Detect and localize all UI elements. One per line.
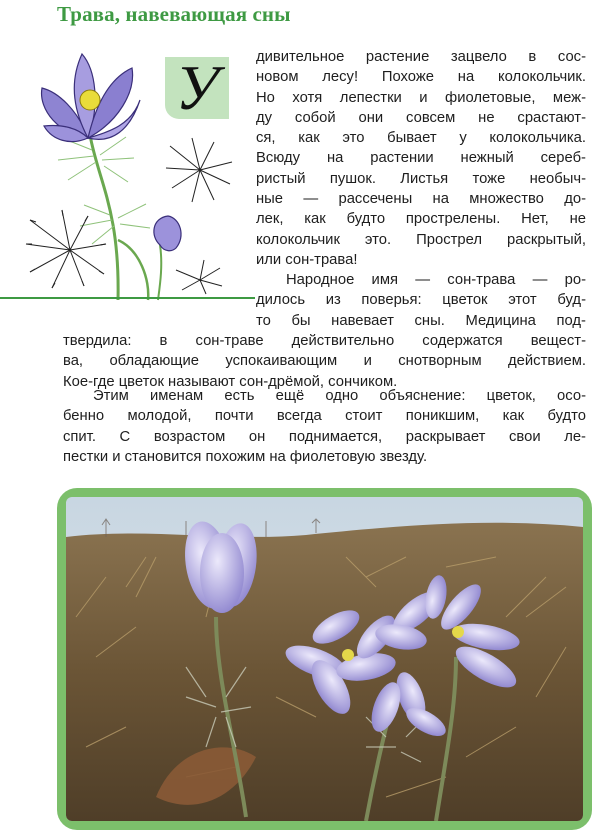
text-line: спит. С возрастом он поднимается, раскрывает свои ле-: [63, 428, 586, 445]
text-line: новом лесу! Похоже на колокольчик.: [256, 69, 586, 86]
text-line: пестки и становится похожим на фиолетовую звезду.: [63, 448, 428, 465]
paragraph-1: [256, 47, 586, 270]
text-line: Кое-где цветок называют сон-дрёмой, сончиком.: [63, 373, 398, 390]
text-line: дилось из поверья: цветок этот буд-: [256, 292, 586, 309]
photo-frame: [57, 488, 592, 830]
text-line: то бы навевает сны. Медицина под-: [256, 312, 586, 329]
text-line: лек, как будто прострелены. Нет, не: [256, 211, 586, 228]
text-line: твердила: в сон-траве действительно содержатся вещест-: [63, 333, 586, 349]
text-line: ные — рассечены на множество до-: [256, 191, 586, 208]
text-line: Этим именам есть ещё одно объяснение: цветок, осо-: [93, 388, 586, 404]
paragraph-2-top: [256, 270, 586, 331]
text-line: Но хотя лепестки и фиолетовые, меж-: [256, 89, 586, 106]
pasqueflower-photo: [66, 497, 583, 821]
text-line: бенно молодой, почти всегда стоит поникшим, как будто: [63, 408, 586, 425]
text-line: ся, как это бывает у колокольчика.: [256, 130, 586, 147]
paragraph-3: [63, 386, 586, 467]
text-line: дивительное растение зацвело в сос-: [256, 49, 586, 65]
drop-cap: У: [165, 57, 229, 119]
text-line: Народное имя — сон-трава — ро-: [286, 272, 586, 288]
paragraph-2-bottom: [63, 331, 586, 392]
text-line: ду собой они совсем не срастают-: [256, 109, 586, 126]
text-line: Всюду на растении нежный сереб-: [256, 150, 586, 167]
text-line: или сон-трава!: [256, 251, 358, 268]
text-line: ва, обладающие успокаивающим и снотворным действием.: [63, 353, 586, 370]
page-title: Трава, навевающая сны: [57, 2, 291, 26]
text-line: колокольчик это. Прострел раскрытый,: [256, 231, 586, 248]
text-line: ристый пушок. Листья тоже необыч-: [256, 170, 586, 187]
